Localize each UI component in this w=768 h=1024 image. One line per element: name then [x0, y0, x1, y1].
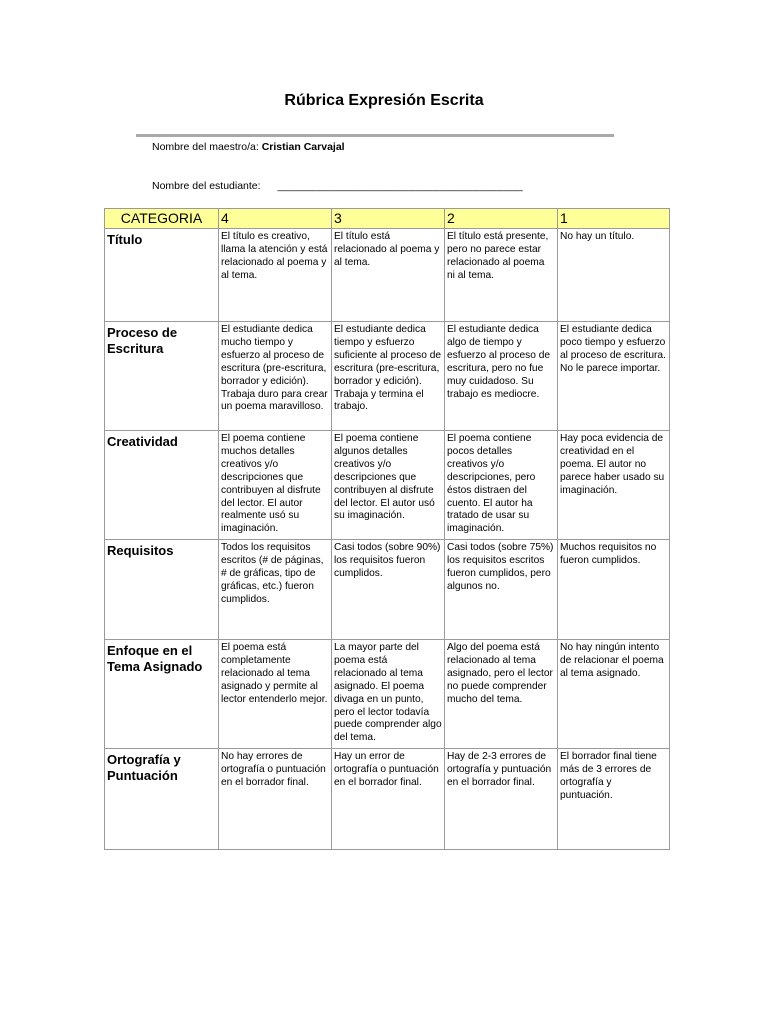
rubric-cell: El borrador final tiene más de 3 errores de ortografía y puntuación.: [558, 749, 670, 850]
rubric-cell: Algo del poema está relacionado al tema asignado, pero el lector no puede comprender mucho del tema.: [445, 640, 558, 749]
rubric-cell: El estudiante dedica poco tiempo y esfuerzo al proceso de escritura. No le parece importar.: [558, 322, 670, 431]
page-title: Rúbrica Expresión Escrita: [284, 92, 484, 109]
criterion-label: Creatividad: [105, 431, 219, 540]
rubric-cell: El poema contiene pocos detalles creativos y/o descripciones, pero éstos distraen del cuento. El autor ha tratado de usar su imaginación.: [445, 431, 558, 540]
rubric-cell: El estudiante dedica mucho tiempo y esfuerzo al proceso de escritura (pre-escritura, borrador y edición). Trabaja duro para crear un poema maravilloso.: [219, 322, 332, 431]
criterion-label: Proceso de Escritura: [105, 322, 219, 431]
rubric-cell: El estudiante dedica tiempo y esfuerzo suficiente al proceso de escritura (pre-escritura, borrador y edición). Trabaja y termina el trabajo.: [332, 322, 445, 431]
student-label: Nombre del estudiante:: [152, 180, 261, 192]
table-row: [105, 640, 670, 749]
criterion-label: Título: [105, 229, 219, 322]
rubric-cell: Hay poca evidencia de creatividad en el poema. El autor no parece haber usado su imaginación.: [558, 431, 670, 540]
rubric-cell: Muchos requisitos no fueron cumplidos.: [558, 540, 670, 640]
table-row: [105, 229, 670, 322]
horizontal-divider: [136, 134, 614, 137]
rubric-cell: No hay un título.: [558, 229, 670, 322]
rubric-header-row: [105, 209, 670, 229]
header-score-3: 3: [332, 209, 445, 229]
rubric-cell: El título está relacionado al poema y al tema.: [332, 229, 445, 322]
rubric-cell: Casi todos (sobre 75%) los requisitos escritos fueron cumplidos, pero algunos no.: [445, 540, 558, 640]
rubric-cell: El poema contiene muchos detalles creativos y/o descripciones que contribuyen al disfrute del lector. El autor realmente usó su imaginación.: [219, 431, 332, 540]
header-score-2: 2: [445, 209, 558, 229]
teacher-label: Nombre del maestro/a:: [152, 141, 259, 153]
rubric-cell: El título es creativo, llama la atención y está relacionado al poema y al tema.: [219, 229, 332, 322]
table-row: [105, 749, 670, 850]
header-score-1: 1: [558, 209, 670, 229]
rubric-cell: El estudiante dedica algo de tiempo y esfuerzo al proceso de escritura, pero no fue muy cuidadoso. Su trabajo es mediocre.: [445, 322, 558, 431]
criterion-label: Ortografía y Puntuación: [105, 749, 219, 850]
criterion-label: Enfoque en el Tema Asignado: [105, 640, 219, 749]
table-row: [105, 431, 670, 540]
student-line: [152, 180, 523, 192]
student-name-blank: __________________________________________: [277, 180, 523, 192]
rubric-cell: La mayor parte del poema está relacionado al tema asignado. El poema divaga en un punto, pero el lector todavía puede comprender algo del tema.: [332, 640, 445, 749]
teacher-line: [152, 141, 345, 153]
rubric-cell: Casi todos (sobre 90%) los requisitos fueron cumplidos.: [332, 540, 445, 640]
rubric-cell: No hay errores de ortografía o puntuación en el borrador final.: [219, 749, 332, 850]
header-score-4: 4: [219, 209, 332, 229]
rubric-cell: El poema contiene algunos detalles creativos y/o descripciones que contribuyen al disfrute del lector. El autor usó su imaginación.: [332, 431, 445, 540]
criterion-label: Requisitos: [105, 540, 219, 640]
header-category: CATEGORIA: [105, 209, 219, 229]
rubric-cell: El poema está completamente relacionado al tema asignado y permite al lector entenderlo mejor.: [219, 640, 332, 749]
rubric-cell: El título está presente, pero no parece estar relacionado al poema ni al tema.: [445, 229, 558, 322]
table-row: [105, 540, 670, 640]
rubric-cell: No hay ningún intento de relacionar el poema al tema asignado.: [558, 640, 670, 749]
table-row: [105, 322, 670, 431]
rubric-table: [104, 208, 670, 850]
teacher-name: Cristian Carvajal: [261, 141, 345, 153]
rubric-cell: Hay de 2-3 errores de ortografía y puntuación en el borrador final.: [445, 749, 558, 850]
rubric-cell: Hay un error de ortografía o puntuación en el borrador final.: [332, 749, 445, 850]
rubric-cell: Todos los requisitos escritos (# de páginas, # de gráficas, tipo de gráficas, etc.) fueron cumplidos.: [219, 540, 332, 640]
